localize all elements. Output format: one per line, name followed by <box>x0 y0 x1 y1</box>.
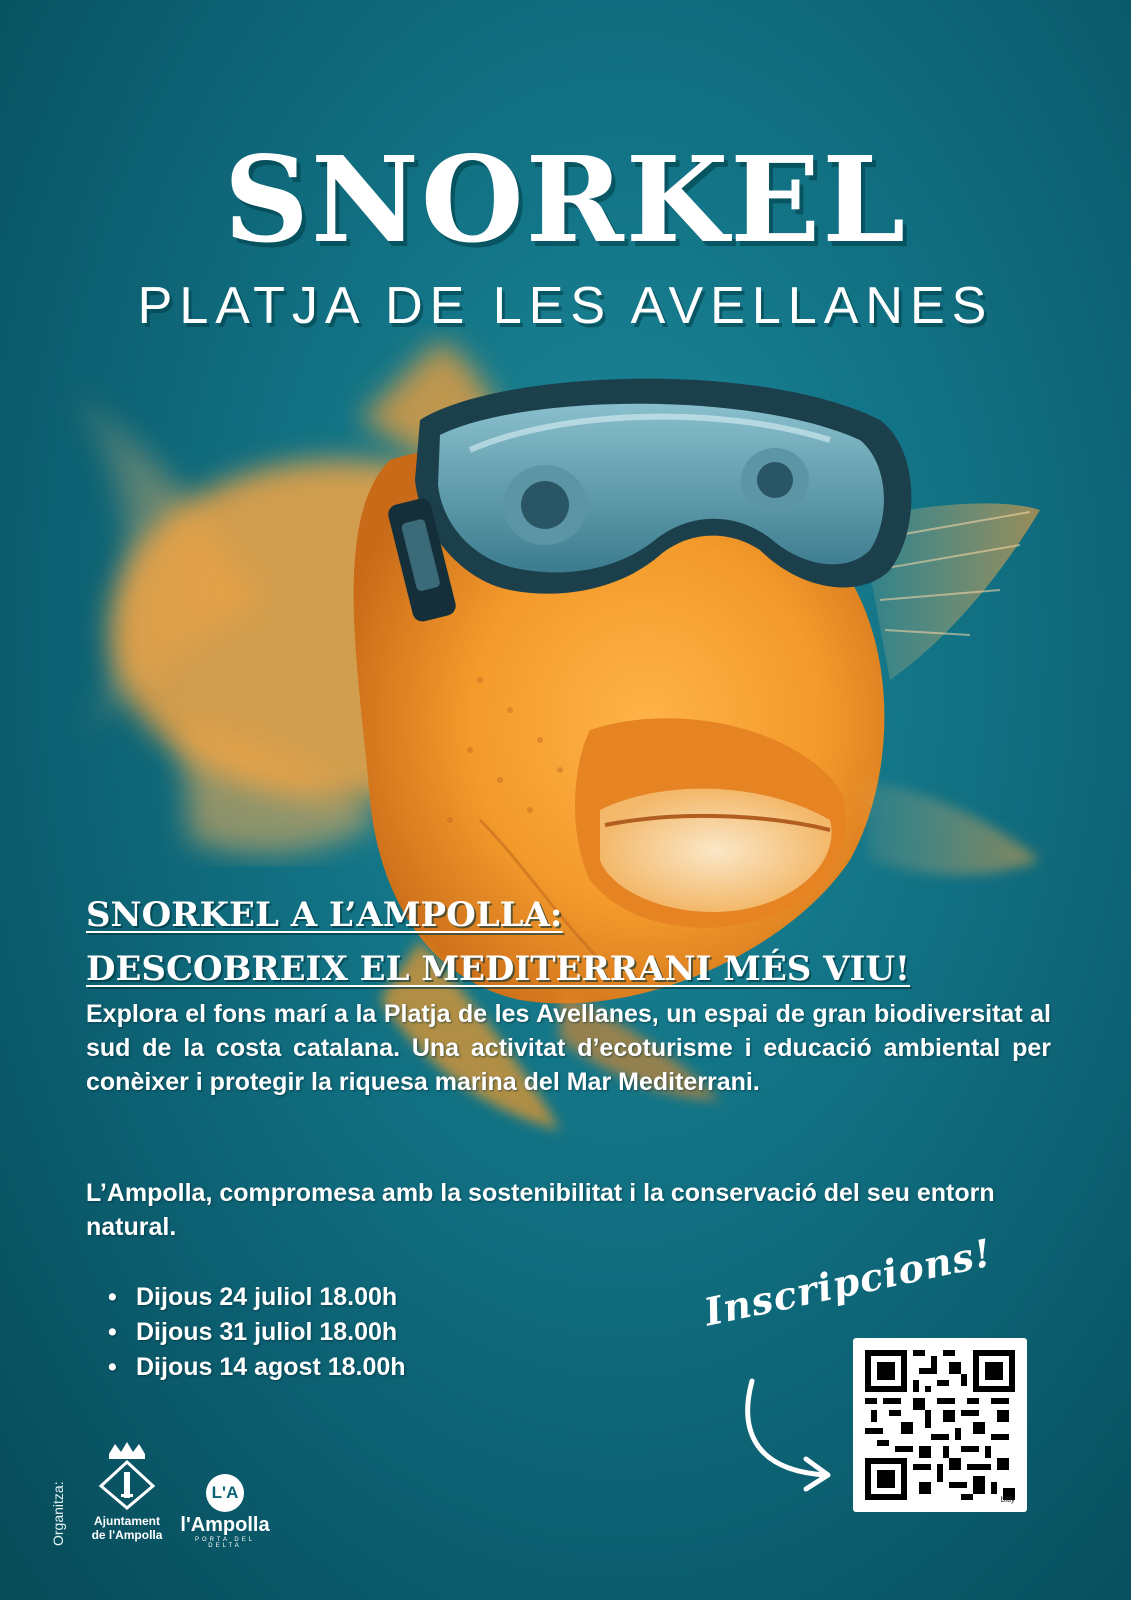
description-text: Explora el fons marí a la Platja de les Avellanes, un espai de gran biodiversitat al sud de la costa catalana. Una activitat d’ecoturisme i educació ambiental per conèixer i protegir la riquesa marina del Mar Mediterrani. <box>86 1000 1051 1096</box>
headline-line-1: SNORKEL A L’AMPOLLA: <box>86 895 563 935</box>
page-subtitle: PLATJA DE LES AVELLANES <box>137 277 994 335</box>
headline-line-2: DESCOBREIX EL MEDITERRANI MÉS VIU! <box>86 949 910 989</box>
lampolla-tagline: PORTA DEL DELTA <box>194 1537 256 1549</box>
page-title: SNORKEL <box>223 130 908 269</box>
lampolla-badge: L'A <box>206 1474 244 1512</box>
date-item: • Dijous 14 agost 18.00h <box>108 1350 406 1385</box>
lampolla-name: l'Ampolla <box>180 1514 270 1536</box>
ajuntament-logo <box>88 1440 166 1542</box>
date-item: • Dijous 31 juliol 18.00h <box>108 1315 406 1350</box>
registration-label: Inscripcions! <box>700 1229 996 1335</box>
ajuntament-line-2: de l'Ampolla <box>91 1528 163 1542</box>
lampolla-logo <box>180 1474 270 1549</box>
date-item: • Dijous 24 juliol 18.00h <box>108 1280 406 1315</box>
registration-qr-code[interactable] <box>853 1338 1027 1512</box>
dates-list <box>108 1280 406 1385</box>
commitment-text: L’Ampolla, compromesa amb la sostenibilitat i la conservació del seu entorn natural. <box>86 1179 995 1241</box>
headline <box>86 888 1066 996</box>
qr-caption: bitly <box>1000 1495 1015 1504</box>
arrow-icon <box>740 1375 840 1495</box>
crown-icon <box>97 1440 157 1510</box>
ajuntament-line-1: Ajuntament <box>94 1514 160 1528</box>
organizer-label: Organitza: <box>50 1481 66 1546</box>
qr-code-icon <box>865 1350 1015 1500</box>
